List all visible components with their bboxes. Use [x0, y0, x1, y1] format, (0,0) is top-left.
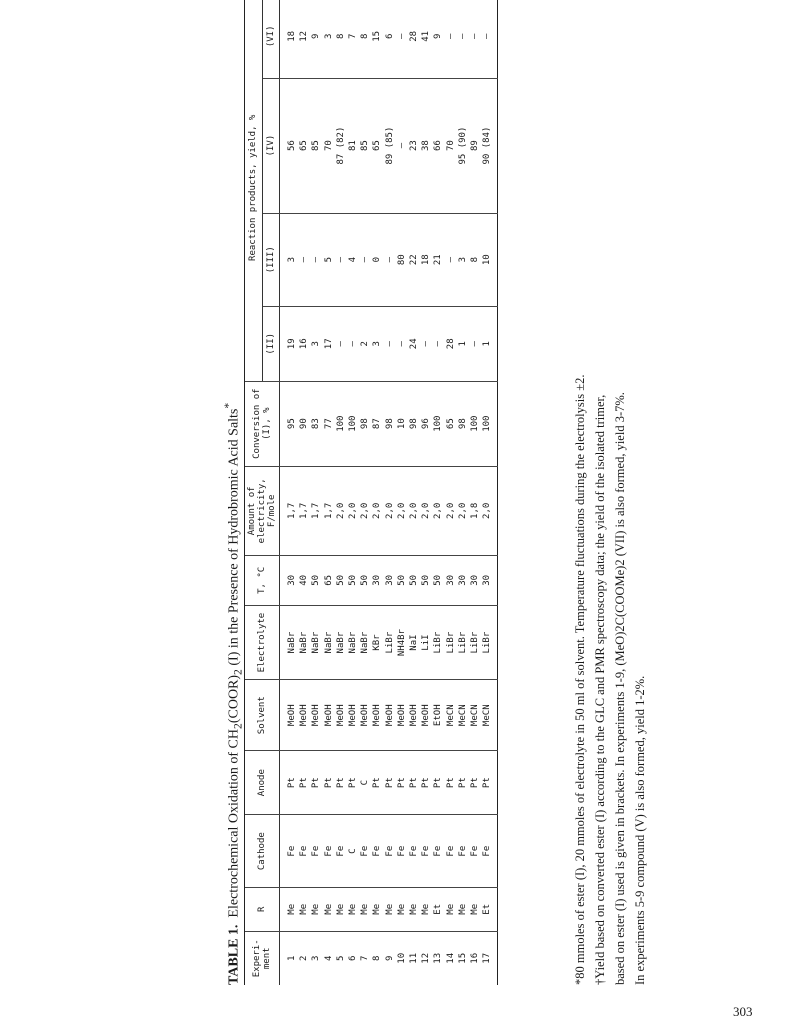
table-cell: —: [469, 0, 481, 78]
caption-sub-1: 2: [231, 723, 245, 729]
table-cell: 9: [310, 0, 322, 78]
caption-text-3: (I) in the Presence of Hydrobromic Acid Salts: [226, 408, 242, 670]
header-product-iii: (III): [262, 213, 280, 306]
table-cell: 30: [371, 555, 383, 605]
table-cell: 2,0: [408, 466, 420, 555]
table-cell: 50: [420, 555, 432, 605]
header-cathode: Cathode: [245, 815, 280, 888]
table-cell: —: [420, 306, 432, 381]
table-cell: 8: [372, 955, 383, 961]
table-cell: 77: [323, 381, 335, 466]
table-cell: 100: [469, 381, 481, 466]
table-cell: 90: [298, 381, 310, 466]
table-cell: —: [396, 78, 408, 213]
header-temperature: T, °C: [245, 555, 280, 605]
table-cell: MeOH: [298, 680, 310, 751]
table-cell: 16: [470, 952, 481, 964]
table-cell: 3: [457, 213, 469, 306]
table-cell: Me: [396, 887, 408, 931]
table-cell: 50: [310, 555, 322, 605]
table-cell: MeOH: [280, 680, 299, 751]
table-cell: —: [359, 213, 371, 306]
table-cell: Pt: [280, 751, 299, 815]
table-cell: 30: [457, 555, 469, 605]
table-cell: 70: [445, 78, 457, 213]
table-cell: 50: [335, 555, 347, 605]
table-cell: Fe: [481, 815, 498, 888]
table-cell: 89 (85): [384, 78, 396, 213]
table-cell: NaI: [408, 605, 420, 680]
table-cell: Pt: [371, 751, 383, 815]
table-row: [396, 0, 408, 985]
table-cell: KBr: [371, 605, 383, 680]
table-cell: 13: [433, 952, 444, 964]
table-row: [408, 0, 420, 985]
table-cell: 98: [457, 381, 469, 466]
table-cell: —: [347, 306, 359, 381]
table-cell: 83: [310, 381, 322, 466]
table-cell: Pt: [384, 751, 396, 815]
table-cell: 89: [469, 78, 481, 213]
table-cell: —: [384, 213, 396, 306]
table-cell: —: [445, 213, 457, 306]
table-cell: —: [469, 306, 481, 381]
table-row: [445, 0, 457, 985]
table-cell: 8: [359, 0, 371, 78]
table-cell: 30: [445, 555, 457, 605]
table-cell: Me: [310, 887, 322, 931]
table-cell: Me: [469, 887, 481, 931]
table-cell: 10: [396, 952, 407, 964]
table-cell: Me: [371, 887, 383, 931]
table-cell: 3: [371, 306, 383, 381]
table-cell: 30: [384, 555, 396, 605]
table-cell: 12: [421, 952, 432, 964]
table-cell: —: [384, 306, 396, 381]
table-cell: 1,7: [280, 466, 299, 555]
table-cell: Pt: [481, 751, 498, 815]
table-cell: 50: [347, 555, 359, 605]
table-cell: 81: [347, 78, 359, 213]
table-cell: NaBr: [335, 605, 347, 680]
table-row: [384, 0, 396, 985]
table-cell: 18: [280, 0, 299, 78]
header-product-ii: (II): [262, 306, 280, 381]
table-cell: 22: [408, 213, 420, 306]
table-cell: Me: [457, 887, 469, 931]
table-cell: Me: [420, 887, 432, 931]
table-cell: 100: [335, 381, 347, 466]
table-cell: 2,0: [457, 466, 469, 555]
table-cell: Fe: [310, 815, 322, 888]
table-cell: Fe: [457, 815, 469, 888]
table-cell: 1,7: [298, 466, 310, 555]
table-cell: 40: [298, 555, 310, 605]
table-cell: 100: [347, 381, 359, 466]
header-r: R: [245, 887, 280, 931]
footnote-1: *80 mmoles of ester (I), 20 mmoles of electrolyte in 50 ml of solvent. Temperature fluctuations during the electrolysis ±2.: [573, 374, 587, 985]
table-cell: 6: [348, 955, 359, 961]
table-cell: LiBr: [445, 605, 457, 680]
table-cell: Pt: [298, 751, 310, 815]
table-cell: Fe: [432, 815, 444, 888]
table-row: [420, 0, 432, 985]
table-cell: 2,0: [432, 466, 444, 555]
table-cell: Fe: [371, 815, 383, 888]
table-cell: MeOH: [408, 680, 420, 751]
table-cell: 41: [420, 0, 432, 78]
table-cell: NaBr: [347, 605, 359, 680]
table-cell: 98: [384, 381, 396, 466]
table-cell: Fe: [420, 815, 432, 888]
table-cell: Pt: [469, 751, 481, 815]
rotated-table-block: [218, 0, 807, 985]
table-row: [298, 0, 310, 985]
table-cell: Me: [280, 887, 299, 931]
table-cell: Me: [408, 887, 420, 931]
table-cell: 95 (90): [457, 78, 469, 213]
table-cell: MeOH: [420, 680, 432, 751]
table-cell: 4: [323, 955, 334, 961]
table-cell: NaBr: [359, 605, 371, 680]
footnotes: [570, 0, 650, 985]
table-cell: 2: [359, 306, 371, 381]
table-cell: Pt: [457, 751, 469, 815]
table-cell: MeOH: [310, 680, 322, 751]
table-cell: Et: [481, 887, 498, 931]
table-row: [432, 0, 444, 985]
table-row: [335, 0, 347, 985]
table-cell: MeCN: [457, 680, 469, 751]
table-cell: Pt: [432, 751, 444, 815]
table-cell: 5: [323, 213, 335, 306]
table-cell: Fe: [469, 815, 481, 888]
table-cell: Pt: [445, 751, 457, 815]
table-cell: 98: [359, 381, 371, 466]
table-cell: 2,0: [481, 466, 498, 555]
table-cell: Fe: [359, 815, 371, 888]
table-cell: 2,0: [359, 466, 371, 555]
table-cell: 28: [445, 306, 457, 381]
table-cell: MeOH: [384, 680, 396, 751]
table-cell: LiBr: [384, 605, 396, 680]
table-cell: 70: [323, 78, 335, 213]
table-cell: 98: [408, 381, 420, 466]
table-cell: Pt: [396, 751, 408, 815]
table-cell: MeOH: [347, 680, 359, 751]
table-cell: —: [396, 306, 408, 381]
table-cell: MeCN: [469, 680, 481, 751]
table-cell: 2,0: [347, 466, 359, 555]
table-row: [481, 0, 498, 985]
table-cell: —: [396, 0, 408, 78]
header-conversion: Conversion of (I), %: [245, 381, 280, 466]
table-cell: 16: [298, 306, 310, 381]
table-cell: 28: [408, 0, 420, 78]
table-cell: 3: [323, 0, 335, 78]
table-cell: 65: [323, 555, 335, 605]
table-cell: 6: [384, 0, 396, 78]
table-cell: Pt: [347, 751, 359, 815]
table-cell: LiBr: [469, 605, 481, 680]
table-cell: MeCN: [445, 680, 457, 751]
table-cell: 7: [347, 0, 359, 78]
table-cell: LiBr: [481, 605, 498, 680]
caption-sup: *: [222, 402, 235, 409]
table-cell: 50: [359, 555, 371, 605]
table-cell: 30: [481, 555, 498, 605]
table-cell: 90 (84): [481, 78, 498, 213]
table-cell: 11: [409, 952, 420, 964]
table-cell: C: [359, 751, 371, 815]
table-cell: 2,0: [335, 466, 347, 555]
table-row: [347, 0, 359, 985]
table-cell: 50: [432, 555, 444, 605]
table-cell: 30: [469, 555, 481, 605]
table-cell: 9: [384, 955, 395, 961]
header-solvent: Solvent: [245, 680, 280, 751]
table-cell: 2,0: [371, 466, 383, 555]
table-caption: [218, 0, 245, 985]
table-cell: MeOH: [371, 680, 383, 751]
table-cell: 1,7: [310, 466, 322, 555]
caption-sub-2: 2: [231, 669, 245, 675]
table-cell: Pt: [323, 751, 335, 815]
table-cell: 80: [396, 213, 408, 306]
table-cell: 56: [280, 78, 299, 213]
table-cell: 1: [457, 306, 469, 381]
table-cell: NaBr: [280, 605, 299, 680]
table-cell: 15: [457, 952, 468, 964]
table-cell: 1,7: [323, 466, 335, 555]
table-cell: EtOH: [432, 680, 444, 751]
table-cell: 17: [482, 952, 493, 964]
table-cell: MeOH: [335, 680, 347, 751]
table-cell: 95: [280, 381, 299, 466]
table-cell: 14: [445, 952, 456, 964]
table-row: [310, 0, 322, 985]
table-cell: Pt: [420, 751, 432, 815]
table-cell: —: [481, 0, 498, 78]
table-cell: MeOH: [359, 680, 371, 751]
caption-text-2: (COOR): [226, 674, 242, 724]
table-cell: 65: [371, 78, 383, 213]
table-cell: Fe: [384, 815, 396, 888]
table-cell: 23: [408, 78, 420, 213]
table-cell: 15: [371, 0, 383, 78]
table-cell: 5: [335, 955, 346, 961]
table-cell: —: [335, 213, 347, 306]
table-row: [323, 0, 335, 985]
header-electrolyte: Electrolyte: [245, 605, 280, 680]
table-cell: 50: [408, 555, 420, 605]
table-cell: Me: [323, 887, 335, 931]
table-cell: 2,0: [384, 466, 396, 555]
table-cell: 3: [310, 306, 322, 381]
header-products-group: Reaction products, yield, %: [245, 0, 263, 381]
table-cell: —: [335, 306, 347, 381]
table-cell: 85: [359, 78, 371, 213]
table-cell: Me: [359, 887, 371, 931]
table-cell: 66: [432, 78, 444, 213]
table-cell: Pt: [310, 751, 322, 815]
table-cell: 1: [287, 955, 297, 961]
table-cell: 18: [420, 213, 432, 306]
footnote-4: In experiments 5-9 compound (V) is also formed, yield 1-2%.: [633, 675, 647, 985]
table-cell: Me: [335, 887, 347, 931]
table-cell: NaBr: [310, 605, 322, 680]
table-cell: Fe: [280, 815, 299, 888]
page-number: 303: [733, 1004, 753, 1019]
table-cell: —: [432, 306, 444, 381]
table-cell: NaBr: [298, 605, 310, 680]
table-cell: 10: [481, 213, 498, 306]
table-cell: Fe: [408, 815, 420, 888]
table-row: [371, 0, 383, 985]
table-cell: 7: [360, 955, 371, 961]
table-cell: —: [457, 0, 469, 78]
table-row: [359, 0, 371, 985]
table-cell: 1: [481, 306, 498, 381]
table-cell: 19: [280, 306, 299, 381]
table-cell: NH4Br: [396, 605, 408, 680]
table-cell: 8: [335, 0, 347, 78]
header-product-iv: (IV): [262, 78, 280, 213]
table-cell: MeOH: [396, 680, 408, 751]
table-cell: 3: [311, 955, 322, 961]
table-cell: —: [445, 0, 457, 78]
header-anode: Anode: [245, 751, 280, 815]
table-cell: 10: [396, 381, 408, 466]
table-row: [280, 0, 299, 985]
table-cell: 87 (82): [335, 78, 347, 213]
table-cell: 4: [347, 213, 359, 306]
table-cell: 85: [310, 78, 322, 213]
table-cell: Fe: [298, 815, 310, 888]
data-table: [244, 0, 498, 985]
table-cell: C: [347, 815, 359, 888]
header-experiment: Experi-ment: [245, 931, 280, 985]
table-cell: 17: [323, 306, 335, 381]
table-cell: Me: [298, 887, 310, 931]
table-cell: 2: [299, 955, 310, 961]
table-cell: 87: [371, 381, 383, 466]
table-cell: 30: [280, 555, 299, 605]
table-cell: Me: [445, 887, 457, 931]
table-cell: 1,8: [469, 466, 481, 555]
table-row: [457, 0, 469, 985]
table-cell: Pt: [335, 751, 347, 815]
footnote-3: based on ester (I) used is given in brackets. In experiments 1-9, (MeO)2C(COOMe)2 (VII) is also formed, yield 3-7%.: [613, 392, 627, 985]
table-cell: 38: [420, 78, 432, 213]
table-cell: Fe: [323, 815, 335, 888]
table-cell: LiBr: [457, 605, 469, 680]
table-cell: Me: [384, 887, 396, 931]
table-cell: LiI: [420, 605, 432, 680]
table-cell: Me: [347, 887, 359, 931]
footnote-2: †Yield based on converted ester (I) according to the GLC and PMR spectroscopy data; the yield of the isolated trimer,: [593, 394, 607, 985]
table-cell: 0: [371, 213, 383, 306]
table-cell: Fe: [335, 815, 347, 888]
table-cell: —: [298, 213, 310, 306]
table-cell: Et: [432, 887, 444, 931]
table-cell: —: [310, 213, 322, 306]
table-cell: 24: [408, 306, 420, 381]
table-cell: 50: [396, 555, 408, 605]
caption-text-1: Electrochemical Oxidation of CH: [226, 729, 242, 918]
table-cell: 3: [280, 213, 299, 306]
table-cell: 8: [469, 213, 481, 306]
header-electricity: Amount of electricity, F/mole: [245, 466, 280, 555]
table-cell: 2,0: [445, 466, 457, 555]
table-cell: LiBr: [432, 605, 444, 680]
header-product-vi: (VI): [262, 0, 280, 78]
table-cell: 2,0: [420, 466, 432, 555]
caption-label: TABLE 1.: [226, 924, 242, 985]
table-cell: Pt: [408, 751, 420, 815]
table-cell: 96: [420, 381, 432, 466]
table-cell: 12: [298, 0, 310, 78]
table-body: [280, 0, 498, 985]
table-cell: Fe: [445, 815, 457, 888]
table-cell: 21: [432, 213, 444, 306]
table-cell: 65: [445, 381, 457, 466]
table-cell: MeCN: [481, 680, 498, 751]
table-cell: 100: [481, 381, 498, 466]
table-cell: 2,0: [396, 466, 408, 555]
table-cell: 65: [298, 78, 310, 213]
table-cell: Fe: [396, 815, 408, 888]
table-cell: NaBr: [323, 605, 335, 680]
table-cell: 100: [432, 381, 444, 466]
table-cell: MeOH: [323, 680, 335, 751]
table-cell: 9: [432, 0, 444, 78]
table-row: [469, 0, 481, 985]
